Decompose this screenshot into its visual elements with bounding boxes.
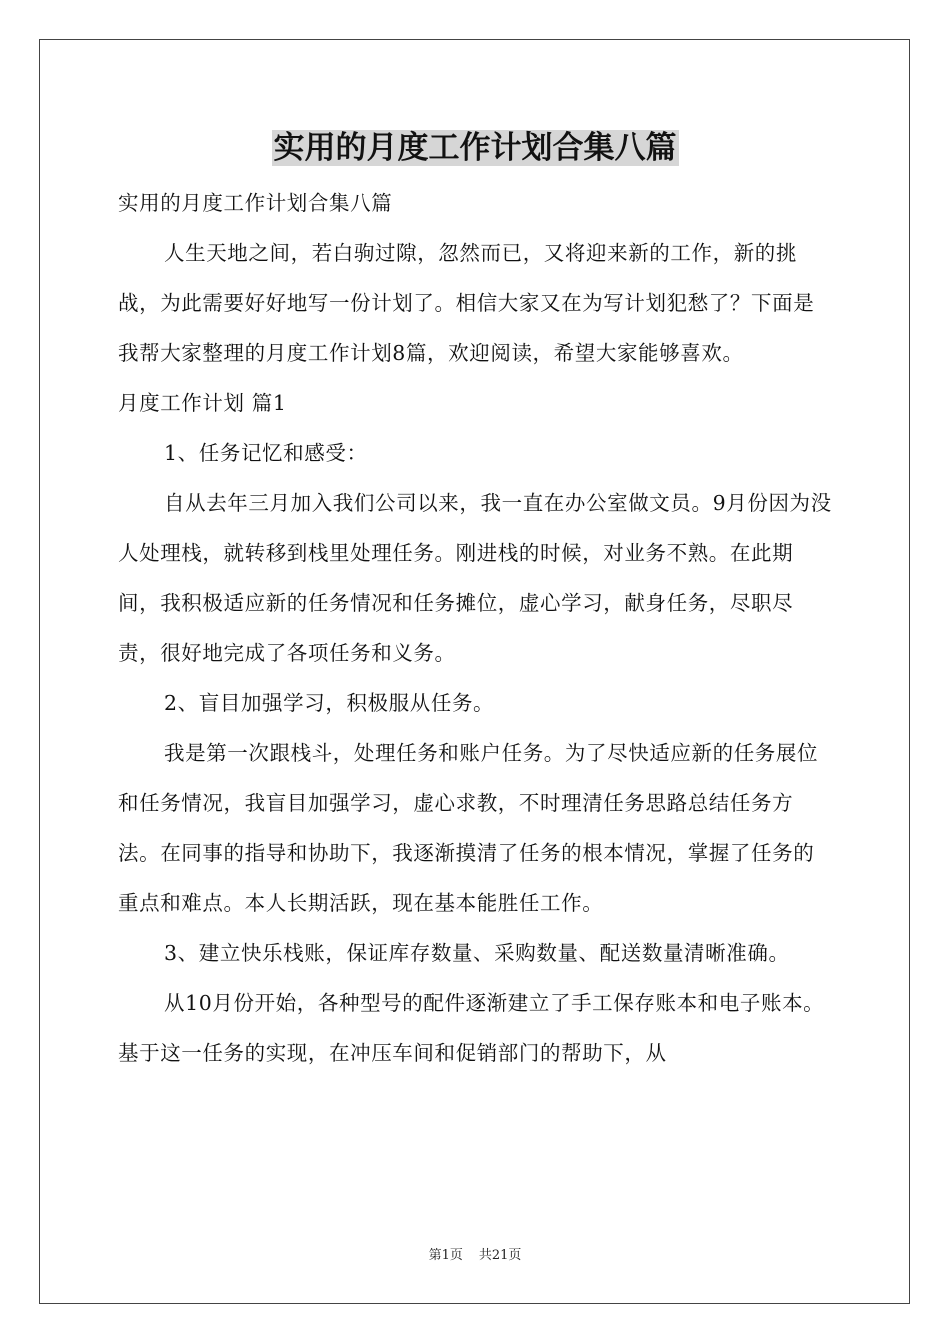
document-title-text: 实用的月度工作计划合集八篇 [273, 130, 677, 166]
document-body [118, 178, 833, 1078]
page-number: 第1页 [428, 1248, 463, 1263]
document-title [0, 126, 950, 170]
paragraph: 3、建立快乐栈账，保证库存数量、采购数量、配送数量清晰准确。 [164, 941, 790, 965]
paragraph: 从10月份开始，各种型号的配件逐渐建立了手工保存账本和电子账本。基于这一任务的实现，在冲压车间和促销部门的帮助下，从 [118, 991, 825, 1065]
paragraph: 人生天地之间，若白驹过隙，忽然而已，又将迎来新的工作，新的挑战，为此需要好好地写一份计划了。相信大家又在为写计划犯愁了？下面是我帮大家整理的月度工作计划8篇，欢迎阅读，希望大家能够喜欢。 [118, 241, 815, 365]
paragraph: 2、盲目加强学习，积极服从任务。 [164, 691, 495, 715]
paragraph: 月度工作计划 篇1 [118, 391, 287, 415]
paragraph: 自从去年三月加入我们公司以来，我一直在办公室做文员。9月份因为没人处理栈，就转移到栈里处理任务。刚进栈的时候，对业务不熟。在此期间，我积极适应新的任务情况和任务摊位，虚心学习，献身任务，尽职尽责，很好地完成了各项任务和义务。 [118, 491, 832, 665]
paragraph: 实用的月度工作计划合集八篇 [118, 191, 393, 215]
paragraph: 我是第一次跟栈斗，处理任务和账户任务。为了尽快适应新的任务展位和任务情况，我盲目加强学习，虚心求教，不时理清任务思路总结任务方法。在同事的指导和协助下，我逐渐摸清了任务的根本情况，掌握了任务的重点和难点。本人长期活跃，现在基本能胜任工作。 [118, 741, 819, 915]
paragraph: 1、任务记忆和感受： [164, 441, 368, 465]
page-total: 共21页 [478, 1248, 522, 1263]
page-footer [0, 1247, 950, 1265]
